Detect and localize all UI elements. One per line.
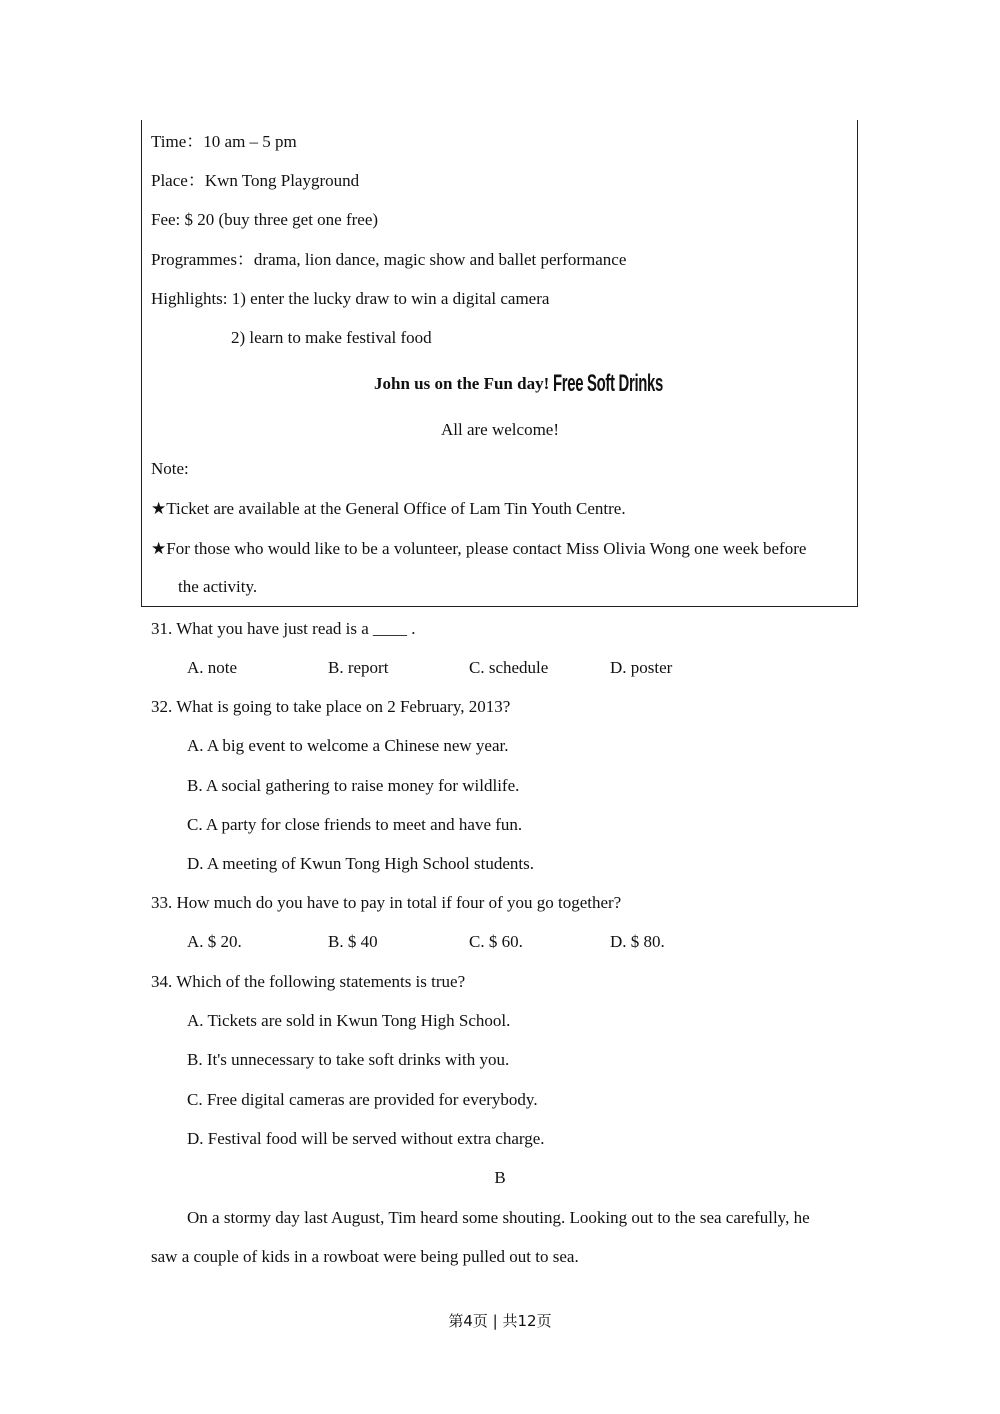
question-34-stem: 34. Which of the following statements is true? bbox=[151, 972, 466, 991]
notice-join-text: John us on the Fun day! bbox=[374, 374, 550, 393]
question-31-stem: 31. What you have just read is a ____ . bbox=[151, 619, 416, 638]
question-32-option-a: A. A big event to welcome a Chinese new year. bbox=[187, 736, 509, 755]
notice-note-label: Note: bbox=[151, 459, 189, 478]
notice-fee: Fee: $ 20 (buy three get one free) bbox=[151, 210, 379, 229]
question-34-option-b: B. It's unnecessary to take soft drinks with you. bbox=[187, 1050, 510, 1069]
notice-note-2: ★For those who would like to be a volunteer, please contact Miss Olivia Wong one week before bbox=[151, 539, 807, 558]
question-34-option-d: D. Festival food will be served without extra charge. bbox=[187, 1129, 545, 1148]
notice-box bbox=[141, 120, 858, 607]
question-32-option-b: B. A social gathering to raise money for wildlife. bbox=[187, 776, 520, 795]
notice-join-line bbox=[374, 370, 731, 397]
notice-time: Time：10 am – 5 pm bbox=[151, 132, 297, 151]
question-34-option-a: A. Tickets are sold in Kwun Tong High School. bbox=[187, 1011, 511, 1030]
question-33-option-d: D. $ 80. bbox=[610, 932, 665, 951]
notice-highlight-1: Highlights: 1) enter the lucky draw to win a digital camera bbox=[151, 289, 550, 308]
notice-highlight-2: 2) learn to make festival food bbox=[231, 328, 432, 347]
question-31-option-c: C. schedule bbox=[469, 658, 549, 677]
section-b-paragraph-line-1: On a stormy day last August, Tim heard some shouting. Looking out to the sea carefully, he bbox=[187, 1208, 810, 1227]
question-32-option-c: C. A party for close friends to meet and have fun. bbox=[187, 815, 523, 834]
question-32-option-d: D. A meeting of Kwun Tong High School students. bbox=[187, 854, 534, 873]
notice-programmes: Programmes：drama, lion dance, magic show and ballet performance bbox=[151, 250, 627, 269]
notice-free-drinks: Free Soft Drinks bbox=[553, 370, 664, 397]
question-33-option-b: B. $ 40 bbox=[328, 932, 378, 951]
section-b-heading: B bbox=[494, 1168, 506, 1187]
question-31-option-d: D. poster bbox=[610, 658, 673, 677]
page-footer: 第4页 | 共12页 bbox=[448, 1312, 552, 1330]
notice-note-1: ★Ticket are available at the General Office of Lam Tin Youth Centre. bbox=[151, 499, 626, 518]
notice-welcome: All are welcome! bbox=[441, 420, 559, 439]
question-31-option-a: A. note bbox=[187, 658, 238, 677]
question-33-option-a: A. $ 20. bbox=[187, 932, 242, 951]
question-32-stem: 32. What is going to take place on 2 February, 2013? bbox=[151, 697, 511, 716]
notice-place: Place：Kwn Tong Playground bbox=[151, 171, 360, 190]
question-34-option-c: C. Free digital cameras are provided for everybody. bbox=[187, 1090, 538, 1109]
notice-note-2-cont: the activity. bbox=[178, 577, 258, 596]
question-33-stem: 33. How much do you have to pay in total if four of you go together? bbox=[151, 893, 622, 912]
question-33-option-c: C. $ 60. bbox=[469, 932, 523, 951]
question-31-option-b: B. report bbox=[328, 658, 389, 677]
section-b-paragraph-line-2: saw a couple of kids in a rowboat were being pulled out to sea. bbox=[151, 1247, 579, 1266]
